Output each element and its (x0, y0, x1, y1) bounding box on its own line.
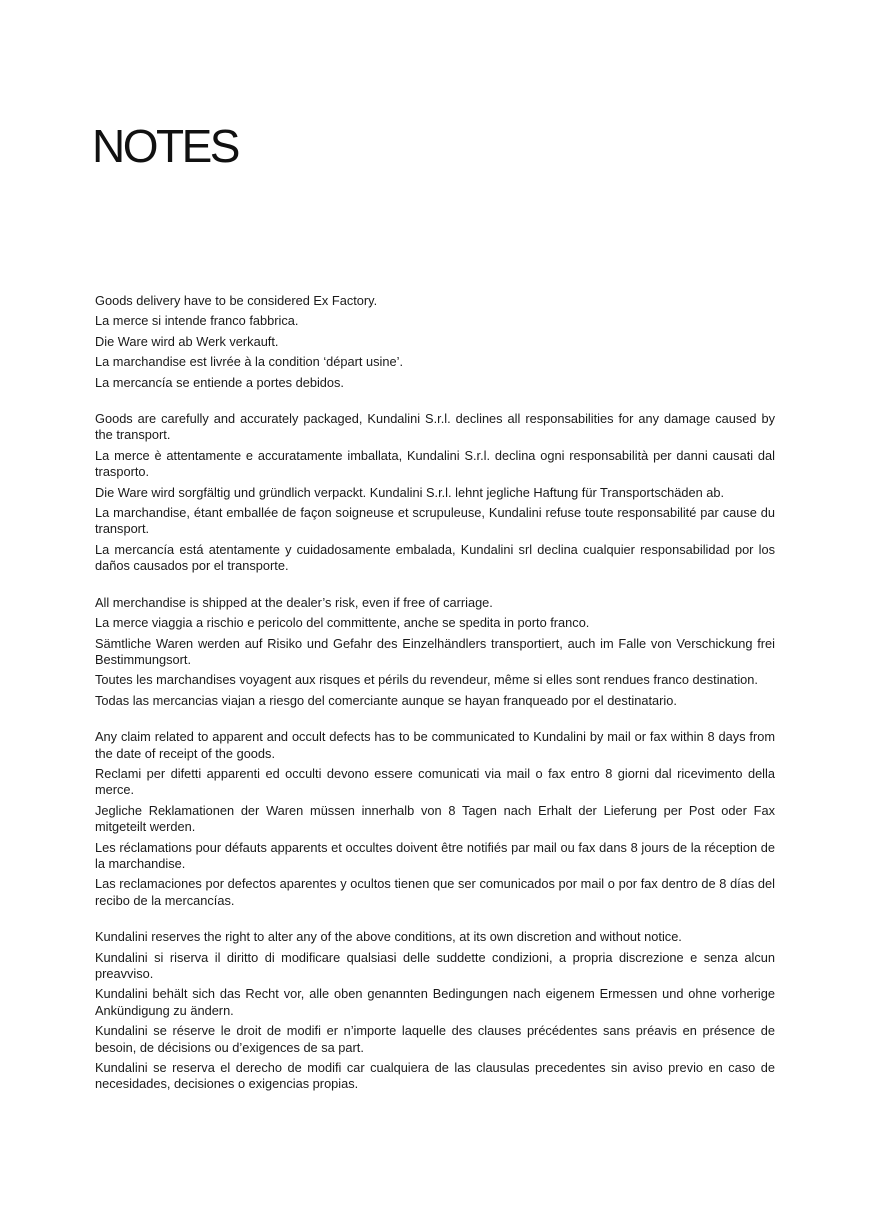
paragraph-de: Die Ware wird sorgfältig und gründlich verpackt. Kundalini S.r.l. lehnt jegliche Haftung für Transportschäden ab. (95, 484, 725, 500)
paragraph-de: Sämtliche Waren werden auf Risiko und Gefahr des Einzelhändlers transportiert, auch im Falle von Verschickung frei Bestimmungsort. (95, 635, 775, 667)
section-delivery (95, 293, 775, 391)
paragraph-es: Todas las mercancias viajan a riesgo del comerciante aunque se hayan franqueado por el destinatario. (95, 692, 677, 708)
page-title: NOTES (92, 120, 238, 172)
paragraph-en: Any claim related to apparent and occult defects has to be communicated to Kundalini by mail or fax within 8 days from the date of receipt of the goods. (95, 729, 775, 761)
section-claims (95, 729, 775, 909)
section-shipping-risk (95, 595, 775, 709)
paragraph-es: Kundalini se reserva el derecho de modifi car cualquiera de las clausulas precedentes sin aviso previo en caso de necesidades, decisiones o exigencias propias. (95, 1060, 775, 1092)
paragraph-fr: La marchandise est livrée à la condition ‘départ usine’. (95, 354, 404, 370)
section-rights-reserved (95, 929, 775, 1093)
paragraph-en: Goods delivery have to be considered Ex Factory. (95, 293, 378, 308)
notes-body (95, 293, 775, 1113)
paragraph-fr: Les réclamations pour défauts apparents et occultes doivent être notifiés par mail ou fax dans 8 jours de la réception de la marchandise. (95, 839, 775, 871)
paragraph-fr: La marchandise, étant emballée de façon soigneuse et scrupuleuse, Kundalini refuse toute responsabilité par cause du transport. (95, 505, 775, 537)
paragraph-en: Goods are carefully and accurately packaged, Kundalini S.r.l. declines all responsabilities for any damage caused by the transport. (95, 411, 775, 443)
paragraph-de: Jegliche Reklamationen der Waren müssen innerhalb von 8 Tagen nach Erhalt der Lieferung per Post oder Fax mitgeteilt werden. (95, 802, 775, 835)
paragraph-fr: Toutes les marchandises voyagent aux risques et périls du revendeur, même si elles sont rendues franco destination. (95, 672, 758, 688)
paragraph-de: Die Ware wird ab Werk verkauft. (95, 333, 279, 349)
paragraph-es: La mercancía está atentamente y cuidadosamente embalada, Kundalini srl declina cualquier responsabilidad por los daños causados por el transporte. (95, 541, 775, 574)
paragraph-en: Kundalini reserves the right to alter any of the above conditions, at its own discretion and without notice. (95, 929, 682, 945)
paragraph-de: Kundalini behält sich das Recht vor, alle oben genannten Bedingungen nach eigenem Ermessen und ohne vorherige Ankündigung zu ändern. (95, 986, 775, 1018)
paragraph-it: Kundalini si riserva il diritto di modificare qualsiasi delle suddette condizioni, a propria discrezione e senza alcun preavviso. (95, 949, 775, 981)
paragraph-it: La merce si intende franco fabbrica. (95, 313, 299, 329)
paragraph-it: La merce è attentamente e accuratamente imballata, Kundalini S.r.l. declina ogni responsabilità per danni causati dal trasporto. (95, 447, 775, 480)
section-packaging (95, 411, 775, 575)
paragraph-es: La mercancía se entiende a portes debidos. (95, 374, 344, 390)
paragraph-en: All merchandise is shipped at the dealer’s risk, even if free of carriage. (95, 594, 493, 610)
paragraph-es: Las reclamaciones por defectos aparentes y ocultos tienen que ser comunicados por mail o por fax dentro de 8 días del recibo de la mercancías. (95, 876, 775, 908)
paragraph-fr: Kundalini se réserve le droit de modifi er n’importe laquelle des clauses précédentes sans préavis en présence de besoin, de décisions ou d’exigences de sa part. (95, 1023, 775, 1055)
paragraph-it: Reclami per difetti apparenti ed occulti devono essere comunicati via mail o fax entro 8 giorni dal ricevimento della merce. (95, 765, 775, 798)
paragraph-it: La merce viaggia a rischio e pericolo del committente, anche se spedita in porto franco. (95, 615, 590, 631)
